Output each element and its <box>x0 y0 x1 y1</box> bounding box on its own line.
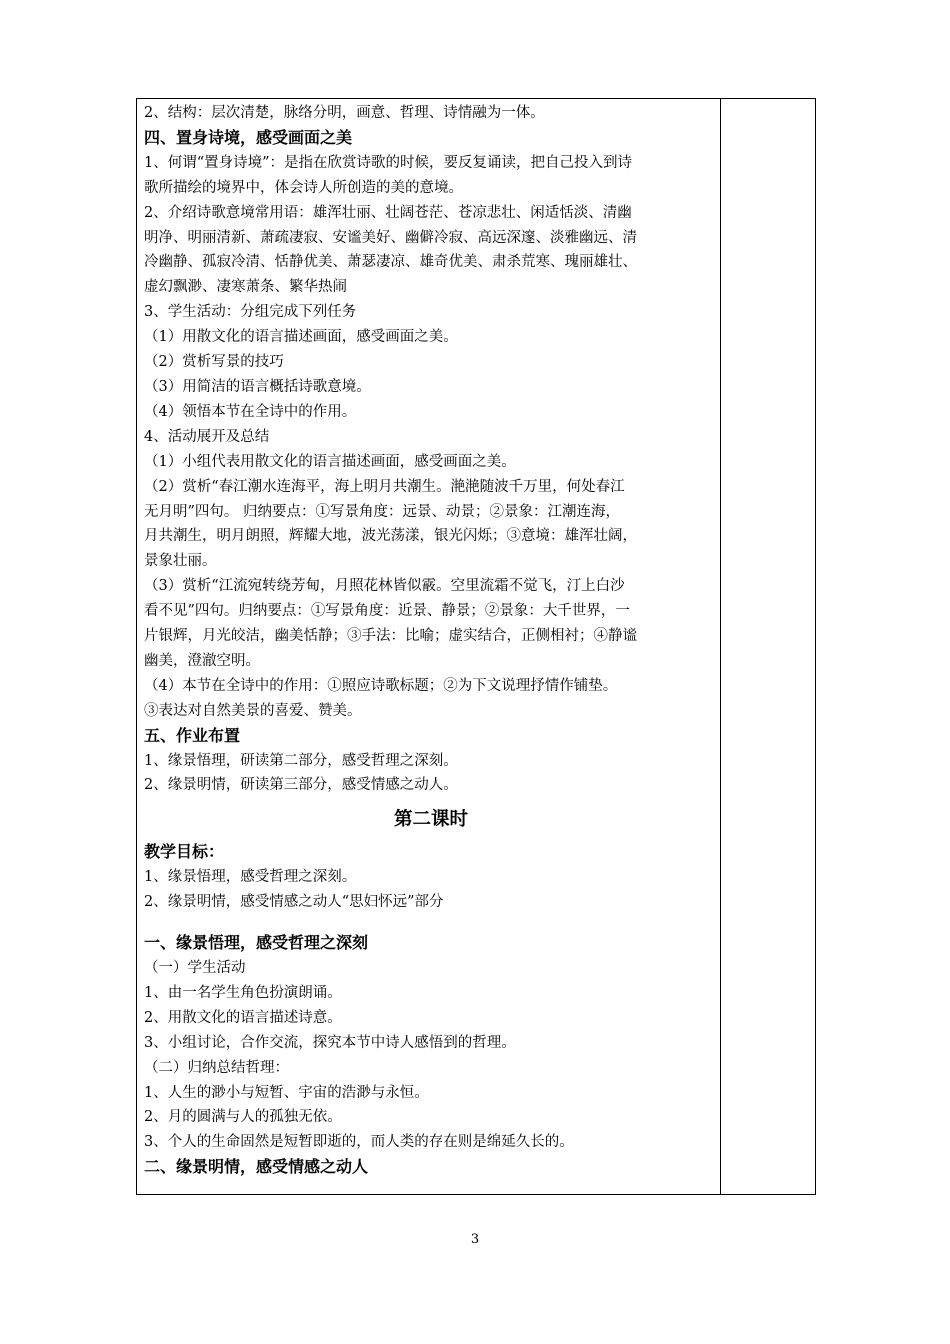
text-line: 2、介绍诗歌意境常用语：雄浑壮丽、壮阔苍茫、苍凉悲壮、闲适恬淡、清幽 <box>144 204 632 221</box>
text-line: 2、月的圆满与人的孤独无依。 <box>144 1109 342 1126</box>
text-line: （4）本节在全诗中的作用：①照应诗歌标题；②为下文说理抒情作铺垫。 <box>144 677 618 694</box>
text-line: 冷幽静、孤寂冷清、恬静优美、萧瑟凄凉、雄奇优美、肃杀荒寒、瑰丽雄壮、 <box>144 254 637 271</box>
section-heading: 一、缘景悟理，感受哲理之深刻 <box>144 933 369 953</box>
text-line: 1、何谓“置身诗境”：是指在欣赏诗歌的时候，要反复诵读，把自己投入到诗 <box>144 154 633 171</box>
text-line: 明净、明丽清新、萧疏凄寂、安谧美好、幽僻冷寂、高远深邃、淡雅幽远、清 <box>144 229 637 246</box>
text-line: 歌所描绘的境界中，体会诗人所创造的美的意境。 <box>144 179 463 196</box>
page-number: 3 <box>470 1232 480 1247</box>
lesson-table <box>136 98 816 1195</box>
section-heading: 五、作业布置 <box>144 725 241 745</box>
section-four-five <box>144 101 718 798</box>
text-line: 2、缘景明情，研读第三部分，感受情感之动人。 <box>144 777 458 794</box>
text-line: 2、缘景明情，感受情感之动人“思妇怀远”部分 <box>144 894 444 911</box>
text-line: （3）用简洁的语言概括诗歌意境。 <box>144 378 371 395</box>
section-heading: 四、置身诗境，感受画面之美 <box>144 127 353 147</box>
text-line: （1）小组代表用散文化的语言描述画面，感受画面之美。 <box>144 453 516 470</box>
text-line: （2）赏析写景的技巧 <box>144 354 284 371</box>
text-line: 虚幻飘渺、凄寒萧条、繁华热闹 <box>144 279 347 296</box>
text-line: （2）赏析“春江潮水连海平，海上明月共潮生。滟滟随波千万里，何处春江 <box>144 478 625 495</box>
text-line: 看不见”四句。归纳要点：①写景角度：近景、静景；②景象：大千世界，一 <box>144 603 630 620</box>
section-one-two <box>144 931 718 1180</box>
teaching-objectives <box>144 840 718 915</box>
text-line: 3、学生活动：分组完成下列任务 <box>144 304 357 321</box>
section-heading: 教学目标： <box>144 842 225 862</box>
text-line: （二）归纳总结哲理： <box>144 1059 289 1076</box>
text-line: 景象壮丽。 <box>144 553 217 570</box>
text-line: （一）学生活动 <box>144 960 246 976</box>
text-line: 片银辉，月光皎洁，幽美恬静；③手法：比喻；虚实结合，正侧相衬；④静谧 <box>144 628 637 645</box>
text-line: 4、活动展开及总结 <box>144 428 270 445</box>
text-line: 1、人生的渺小与短暂、宇宙的浩渺与永恒。 <box>144 1084 429 1101</box>
text-line: （3）赏析“江流宛转绕芳甸，月照花林皆似霰。空里流霜不觉飞，汀上白沙 <box>144 578 625 595</box>
lesson-content-cell <box>144 101 718 1180</box>
text-line: 2、结构：层次清楚，脉络分明，画意、哲理、诗情融为一体。 <box>144 105 545 121</box>
text-line: ③表达对自然美景的喜爱、赞美。 <box>144 702 362 719</box>
column-divider <box>720 99 721 1194</box>
spacer <box>144 915 718 931</box>
text-line: 1、由一名学生角色扮演朗诵。 <box>144 984 342 1001</box>
text-line: 月共潮生，明月朗照，辉耀大地，波光荡漾，银光闪烁；③意境：雄浑壮阔， <box>144 528 637 545</box>
text-line: 3、小组讨论，合作交流，探究本节中诗人感悟到的哲理。 <box>144 1034 516 1051</box>
section-heading: 二、缘景明情，感受情感之动人 <box>144 1157 369 1177</box>
text-line: （4）领悟本节在全诗中的作用。 <box>144 403 357 420</box>
text-line: 1、缘景悟理，感受哲理之深刻。 <box>144 869 357 886</box>
text-line: 无月明”四句。 归纳要点：①写景角度：远景、动景；②景象：江潮连海， <box>144 503 621 520</box>
text-line: 2、用散文化的语言描述诗意。 <box>144 1009 342 1026</box>
text-line: 幽美，澄澈空明。 <box>144 652 260 669</box>
text-line: 3、个人的生命固然是短暂即逝的，而人类的存在则是绵延久长的。 <box>144 1134 574 1151</box>
lesson-title: 第二课时 <box>393 809 468 831</box>
text-line: 1、缘景悟理，研读第二部分，感受哲理之深刻。 <box>144 752 458 769</box>
text-line: （1）用散文化的语言描述画面，感受画面之美。 <box>144 329 458 346</box>
